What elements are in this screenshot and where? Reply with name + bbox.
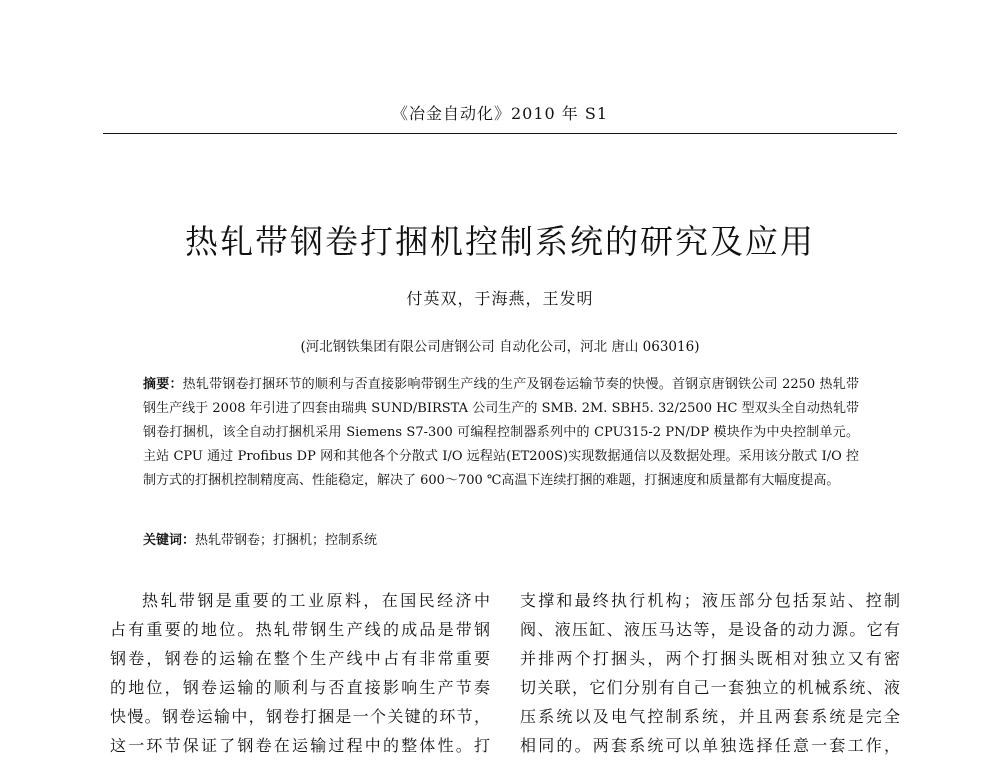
body-line: 阀、液压缸、液压马达等，是设备的动力源。它有 xyxy=(520,620,900,639)
journal-header: 《冶金自动化》2010 年 S1 xyxy=(391,104,609,123)
body-line: 切关联，它们分别有自己一套独立的机械系统、液 xyxy=(520,678,900,697)
body-line: 钢卷，钢卷的运输在整个生产线中占有非常重要 xyxy=(110,649,490,668)
body-line: 热轧带钢是重要的工业原料，在国民经济中 xyxy=(142,591,490,610)
body-column-right xyxy=(520,586,900,760)
body-line: 压系统以及电气控制系统，并且两套系统是完全 xyxy=(520,707,900,726)
body-column-left xyxy=(110,586,490,760)
keywords-label: 关键词： xyxy=(143,533,196,548)
affiliation: (河北钢铁集团有限公司唐钢公司 自动化公司，河北 唐山 063016) xyxy=(300,339,700,355)
body-line: 快慢。钢卷运输中，钢卷打捆是一个关键的环节， xyxy=(110,707,490,726)
body-line: 相同的。两套系统可以单独选择任意一套工作， xyxy=(520,736,900,755)
keywords-text: 热轧带钢卷；打捆机；控制系统 xyxy=(195,533,378,548)
body-line: 并排两个打捆头，两个打捆头既相对独立又有密 xyxy=(520,649,900,668)
abstract-text: 热轧带钢卷打捆环节的顺利与否直接影响带钢生产线的生产及钢卷运输节奏的快慢。首钢京唐钢铁公司 2250 热轧带钢生产线于 2008 年引进了四套由瑞典 SUND/BIRSTA 公司生产的 SMB. 2M. SBH5. 32/2500 HC 型双头全自动热轧带钢卷打捆机，该全自动打捆机采用 Siemens S7-300 可编程控制器系列中的 CPU315-2 PN/DP 模块作为中央控制单元。主站 CPU 通过 Profibus DP 网和其他各个分散式 I/O 远程站(ET200S)实现数据通信以及数据处理。采用该分散式 I/O 控制方式的打捆机控制精度高、性能稳定，解决了 600～700 ℃高温下连续打捆的难题，打捆速度和质量都有大幅度提高。 xyxy=(143,377,859,488)
body-line: 支撑和最终执行机构；液压部分包括泵站、控制 xyxy=(520,591,900,610)
body-line: 占有重要的地位。热轧带钢生产线的成品是带钢 xyxy=(110,620,490,639)
header-rule xyxy=(103,133,897,134)
body-line: 这一环节保证了钢卷在运输过程中的整体性。打 xyxy=(110,736,490,755)
paper-title: 热轧带钢卷打捆机控制系统的研究及应用 xyxy=(185,222,815,261)
abstract-label: 摘要： xyxy=(143,377,183,392)
body-line: 的地位，钢卷运输的顺利与否直接影响生产节奏 xyxy=(110,678,490,697)
authors: 付英双，于海燕，王发明 xyxy=(406,289,594,308)
abstract xyxy=(143,373,859,493)
keywords xyxy=(143,529,859,553)
